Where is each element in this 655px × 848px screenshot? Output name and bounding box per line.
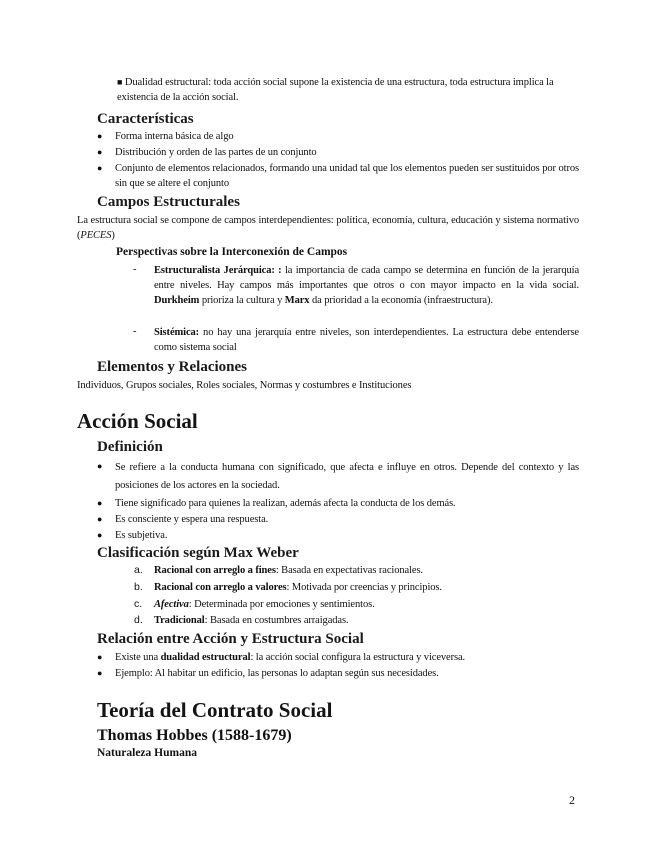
peces-acronym: PECES bbox=[80, 230, 112, 241]
list-item: Es consciente y espera una respuesta. bbox=[115, 514, 269, 525]
accion-title: Acción Social bbox=[77, 409, 198, 433]
list-item: Ejemplo: Al habitar un edificio, las personas lo adaptan según sus necesidades. bbox=[115, 668, 439, 679]
dualidad-item bbox=[117, 75, 579, 105]
bullet-icon: ● bbox=[97, 461, 103, 471]
campos-heading: Campos Estructurales bbox=[97, 194, 240, 210]
bullet-icon: ● bbox=[97, 498, 103, 508]
list-item: Tiene significado para quienes la realizan, además afecta la conducta de los demás. bbox=[115, 498, 456, 509]
elementos-heading: Elementos y Relaciones bbox=[97, 359, 247, 375]
bullet-icon: ● bbox=[97, 652, 103, 662]
tipo-item: Tradicional: Basada en costumbres arraigadas. bbox=[154, 615, 349, 626]
dualidad-lead: Dualidad estructural: bbox=[124, 77, 212, 88]
tipo-item: Racional con arreglo a valores: Motivada por creencias y principios. bbox=[154, 582, 442, 593]
list-item: Distribución y orden de las partes de un conjunto bbox=[115, 147, 317, 158]
perspectivas-heading: Perspectivas sobre la Interconexión de Campos bbox=[116, 246, 348, 258]
list-item: Se refiere a la conducta humana con significado, que afecta e influye en otros. Depende del contexto y las posiciones de los actores en la sociedad. bbox=[115, 462, 579, 491]
tipo-item: Afectiva: Determinada por emociones y sentimientos. bbox=[154, 599, 375, 610]
hobbes-heading: Thomas Hobbes (1588-1679) bbox=[97, 727, 292, 744]
tipo-item: Racional con arreglo a fines: Basada en expectativas racionales. bbox=[154, 565, 423, 576]
list-marker: b. bbox=[134, 581, 143, 593]
caracteristicas-heading: Características bbox=[97, 111, 194, 127]
clasificacion-heading: Clasificación según Max Weber bbox=[97, 545, 299, 561]
list-item: Es subjetiva. bbox=[115, 530, 168, 541]
bullet-icon: ● bbox=[97, 514, 103, 524]
bullet-icon: ● bbox=[97, 163, 103, 173]
dash-bullet-icon: - bbox=[133, 326, 137, 337]
list-marker: a. bbox=[134, 564, 143, 576]
list-marker: c. bbox=[134, 598, 143, 610]
perspectiva-sistemica: Sistémica: no hay una jerarquía entre niveles, son interdependientes. La estructura debe entenderse como sistema social bbox=[154, 327, 579, 353]
bullet-icon: ● bbox=[97, 131, 103, 141]
bullet-icon: ● bbox=[97, 530, 103, 540]
elementos-text: Individuos, Grupos sociales, Roles sociales, Normas y costumbres e Instituciones bbox=[77, 380, 412, 391]
bullet-icon: ● bbox=[97, 668, 103, 678]
list-marker: d. bbox=[134, 614, 143, 626]
definicion-heading: Definición bbox=[97, 439, 163, 455]
naturaleza-heading: Naturaleza Humana bbox=[97, 747, 197, 759]
perspectiva-jerarquica: Estructuralista Jerárquica: : la importancia de cada campo se determina en función de la jerarquía entre niveles. Hay campos más importantes que otros o con mayor impacto en la vida social. Durkheim prioriza la cultura y Marx da prioridad a la economía (infraestructura). bbox=[154, 265, 579, 306]
bullet-icon: ● bbox=[97, 147, 103, 157]
list-item: Existe una dualidad estructural: la acción social configura la estructura y viceversa. bbox=[115, 652, 466, 663]
campos-intro: La estructura social se compone de campos interdependientes: política, economía, cultura, educación y sistema normativo (PECES) bbox=[77, 215, 579, 241]
list-item: Conjunto de elementos relacionados, formando una unidad tal que los elementos pueden ser sustituidos por otros sin que se altere el conjunto bbox=[115, 163, 579, 189]
page-number: 2 bbox=[569, 793, 575, 807]
list-item: Forma interna básica de algo bbox=[115, 131, 234, 142]
dualidad-text: toda acción social supone la existencia de una estructura, toda estructura implica la existencia de la acción social. bbox=[117, 77, 554, 103]
relacion-heading: Relación entre Acción y Estructura Social bbox=[97, 631, 364, 647]
contrato-title: Teoría del Contrato Social bbox=[97, 698, 333, 722]
dash-bullet-icon: - bbox=[133, 264, 137, 275]
square-bullet-icon: ■ bbox=[117, 77, 123, 87]
